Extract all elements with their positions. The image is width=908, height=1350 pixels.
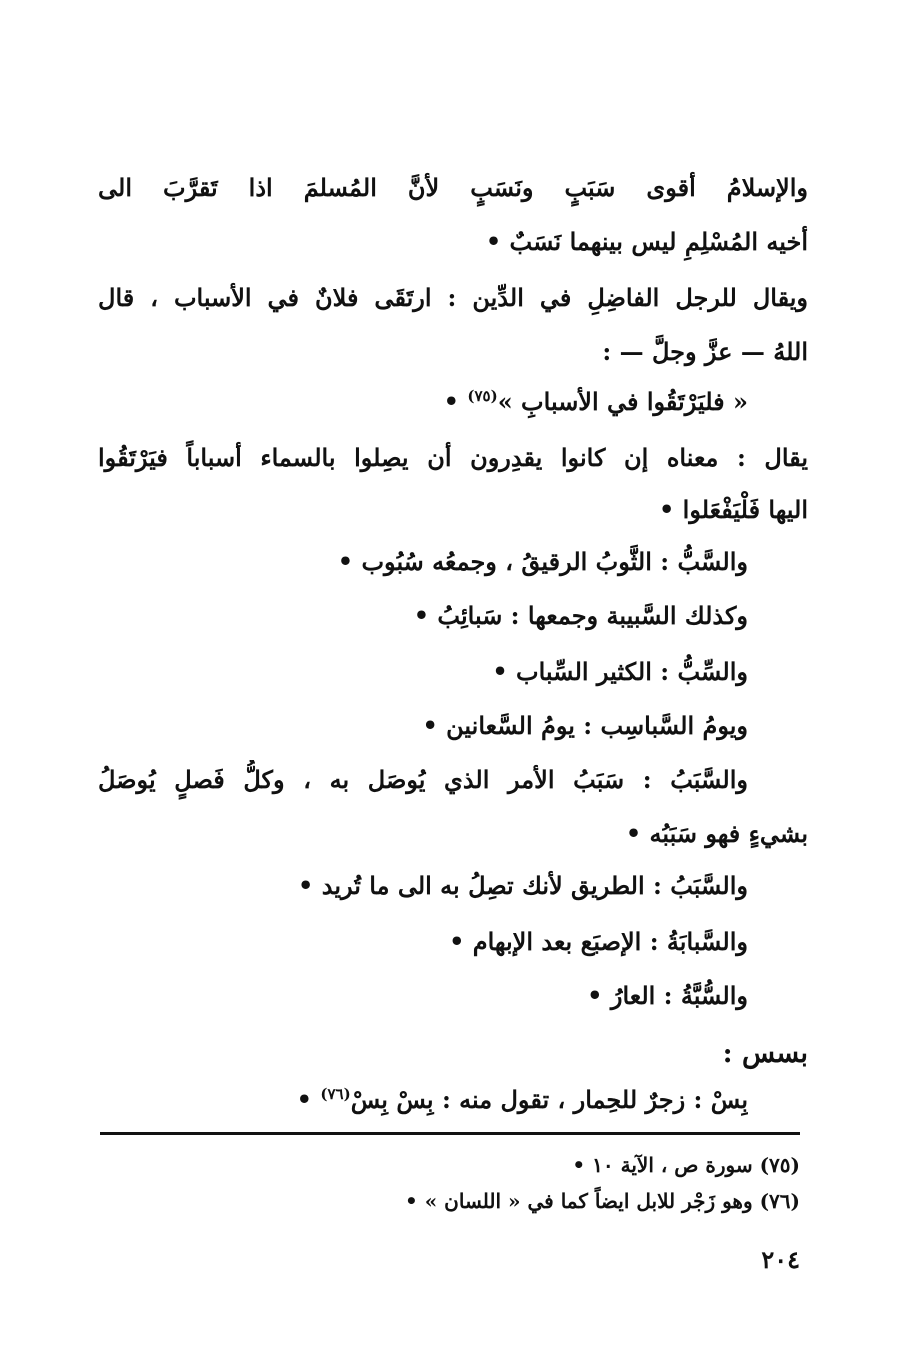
footnote-75: (٧٥) سورة ص ، الآية ١٠ • bbox=[572, 1153, 800, 1177]
text-line-1: والإسلامُ أقوى سَبَبٍ ونَسَبٍ لأنَّ المُسلمَ اذا تَقرَّبَ الى bbox=[98, 173, 808, 202]
text-line-9: وكذلك السَّبيبة وجمعها : سَبائِبُ • bbox=[413, 601, 748, 630]
footnote-divider bbox=[100, 1132, 800, 1135]
text-line-15: والسَّبابَةُ : الإصبَع بعد الإبهام • bbox=[449, 927, 748, 956]
entry-heading: بسس : bbox=[722, 1038, 808, 1069]
footnote-76: (٧٦) وهو زَجْر للابل ايضاً كما في « اللسان » • bbox=[404, 1189, 800, 1213]
text-line-16: والسُّبَّةُ : العارُ • bbox=[587, 981, 748, 1010]
quote-end-mark: • bbox=[443, 387, 468, 416]
text-line-8: والسَّبُّ : الثَّوبُ الرقيقُ ، وجمعُه سُبُوب • bbox=[337, 547, 748, 576]
text-line-3: ويقال للرجل الفاضِلِ في الدِّين : ارتَقَى فلانٌ في الأسباب ، قال bbox=[98, 283, 808, 312]
text-line-12: والسَّبَبُ : سَبَبُ الأمر الذي يُوصَل به ، وكلُّ فَصلٍ يُوصَلُ bbox=[98, 765, 748, 794]
text-line-7: اليها فَلْيَفْعَلوا • bbox=[658, 495, 808, 524]
text-line-11: ويومُ السَّباسِب : يومُ السَّعانين • bbox=[422, 711, 748, 740]
text-line-4: اللهُ — عزَّ وجلَّ — : bbox=[602, 337, 808, 366]
text-line-14: والسَّبَبُ : الطريق لأنك تصِلُ به الى ما تُريد • bbox=[298, 871, 748, 900]
line-end-mark: • bbox=[296, 1085, 321, 1114]
entry-text: بِسْ : زجرٌ للحِمار ، تقول منه : بِسْ بِسْ bbox=[350, 1085, 748, 1114]
text-line-13: بشيءٍ فهو سَبَبُه • bbox=[625, 819, 808, 848]
quran-quote-text: « فليَرْتَقُوا في الأسبابِ » bbox=[497, 387, 748, 416]
text-line-6: يقال : معناه إن كانوا يقدِرون أن يصِلوا بالسماء أسباباً فيَرْتَقُوا bbox=[98, 443, 808, 472]
text-line-18 bbox=[98, 1080, 748, 1120]
quran-quote-line bbox=[98, 382, 748, 422]
text-line-10: والسِّبُّ : الكثير السِّباب • bbox=[492, 657, 748, 686]
text-line-2: أخيه المُسْلِمِ ليس بينهما نَسَبٌ • bbox=[485, 227, 808, 256]
page-number: ٢٠٤ bbox=[761, 1245, 800, 1274]
footnote-ref-76: (٧٦) bbox=[320, 1085, 351, 1103]
footnote-ref-75: (٧٥) bbox=[467, 387, 498, 405]
